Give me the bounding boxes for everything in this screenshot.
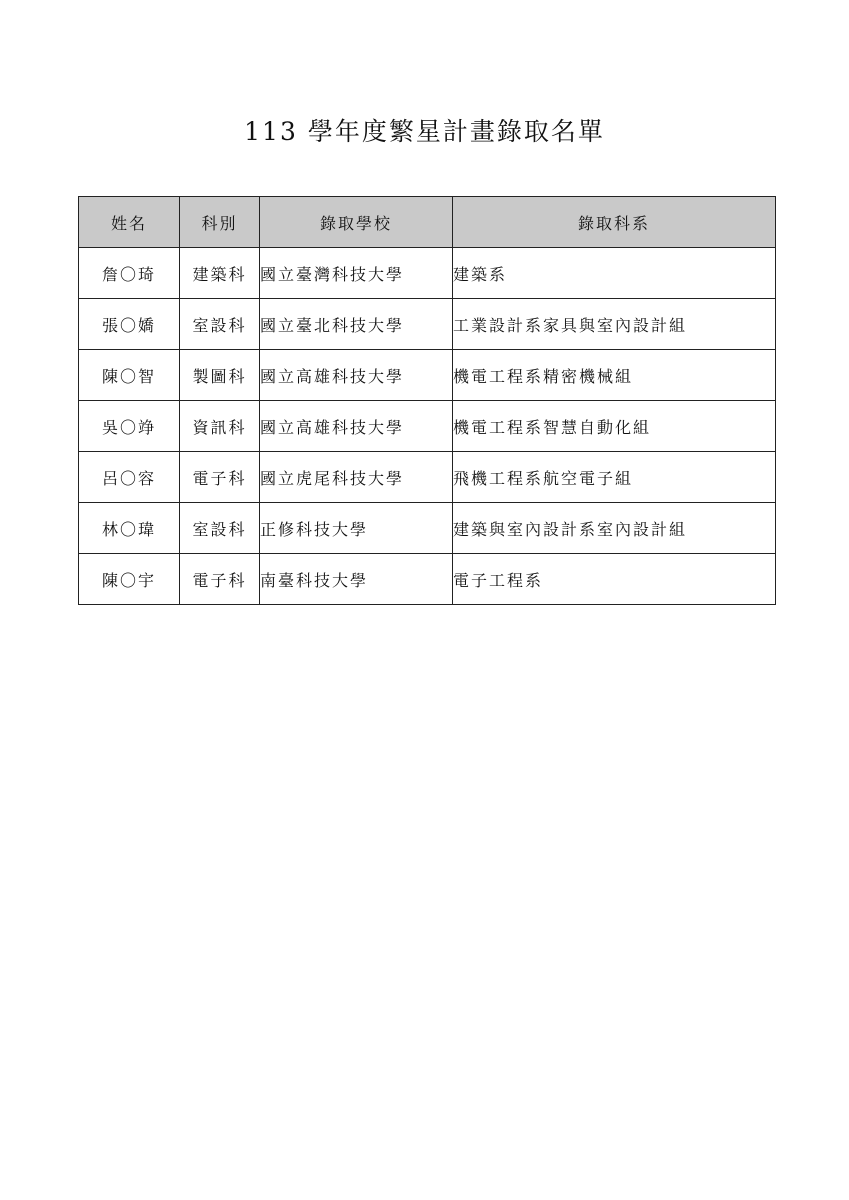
table-row xyxy=(79,248,776,299)
table-row xyxy=(79,350,776,401)
cell-dept: 室設科 xyxy=(180,503,260,554)
cell-major: 機電工程系精密機械組 xyxy=(453,350,776,401)
cell-major: 電子工程系 xyxy=(453,554,776,605)
cell-name: 陳〇宇 xyxy=(79,554,180,605)
cell-name: 詹〇琦 xyxy=(79,248,180,299)
cell-school: 國立高雄科技大學 xyxy=(260,350,453,401)
cell-dept: 電子科 xyxy=(180,554,260,605)
table-row xyxy=(79,401,776,452)
table-row xyxy=(79,299,776,350)
cell-major: 飛機工程系航空電子組 xyxy=(453,452,776,503)
header-major: 錄取科系 xyxy=(453,197,776,248)
table-row xyxy=(79,503,776,554)
cell-school: 國立臺灣科技大學 xyxy=(260,248,453,299)
document-title: 113 學年度繁星計畫錄取名單 xyxy=(244,117,605,146)
cell-major: 工業設計系家具與室內設計組 xyxy=(453,299,776,350)
cell-major: 機電工程系智慧自動化組 xyxy=(453,401,776,452)
cell-name: 張〇嬌 xyxy=(79,299,180,350)
cell-name: 呂〇容 xyxy=(79,452,180,503)
cell-major: 建築系 xyxy=(453,248,776,299)
cell-school: 國立虎尾科技大學 xyxy=(260,452,453,503)
header-school: 錄取學校 xyxy=(260,197,453,248)
cell-school: 南臺科技大學 xyxy=(260,554,453,605)
cell-school: 正修科技大學 xyxy=(260,503,453,554)
admission-table xyxy=(78,196,776,605)
table-row xyxy=(79,554,776,605)
cell-major: 建築與室內設計系室內設計組 xyxy=(453,503,776,554)
cell-name: 吳〇竫 xyxy=(79,401,180,452)
cell-dept: 資訊科 xyxy=(180,401,260,452)
table-header-row xyxy=(79,197,776,248)
cell-dept: 製圖科 xyxy=(180,350,260,401)
header-name: 姓名 xyxy=(79,197,180,248)
cell-dept: 室設科 xyxy=(180,299,260,350)
cell-name: 陳〇智 xyxy=(79,350,180,401)
table-row xyxy=(79,452,776,503)
cell-dept: 建築科 xyxy=(180,248,260,299)
header-dept: 科別 xyxy=(180,197,260,248)
cell-school: 國立高雄科技大學 xyxy=(260,401,453,452)
cell-dept: 電子科 xyxy=(180,452,260,503)
cell-name: 林〇瑋 xyxy=(79,503,180,554)
cell-school: 國立臺北科技大學 xyxy=(260,299,453,350)
